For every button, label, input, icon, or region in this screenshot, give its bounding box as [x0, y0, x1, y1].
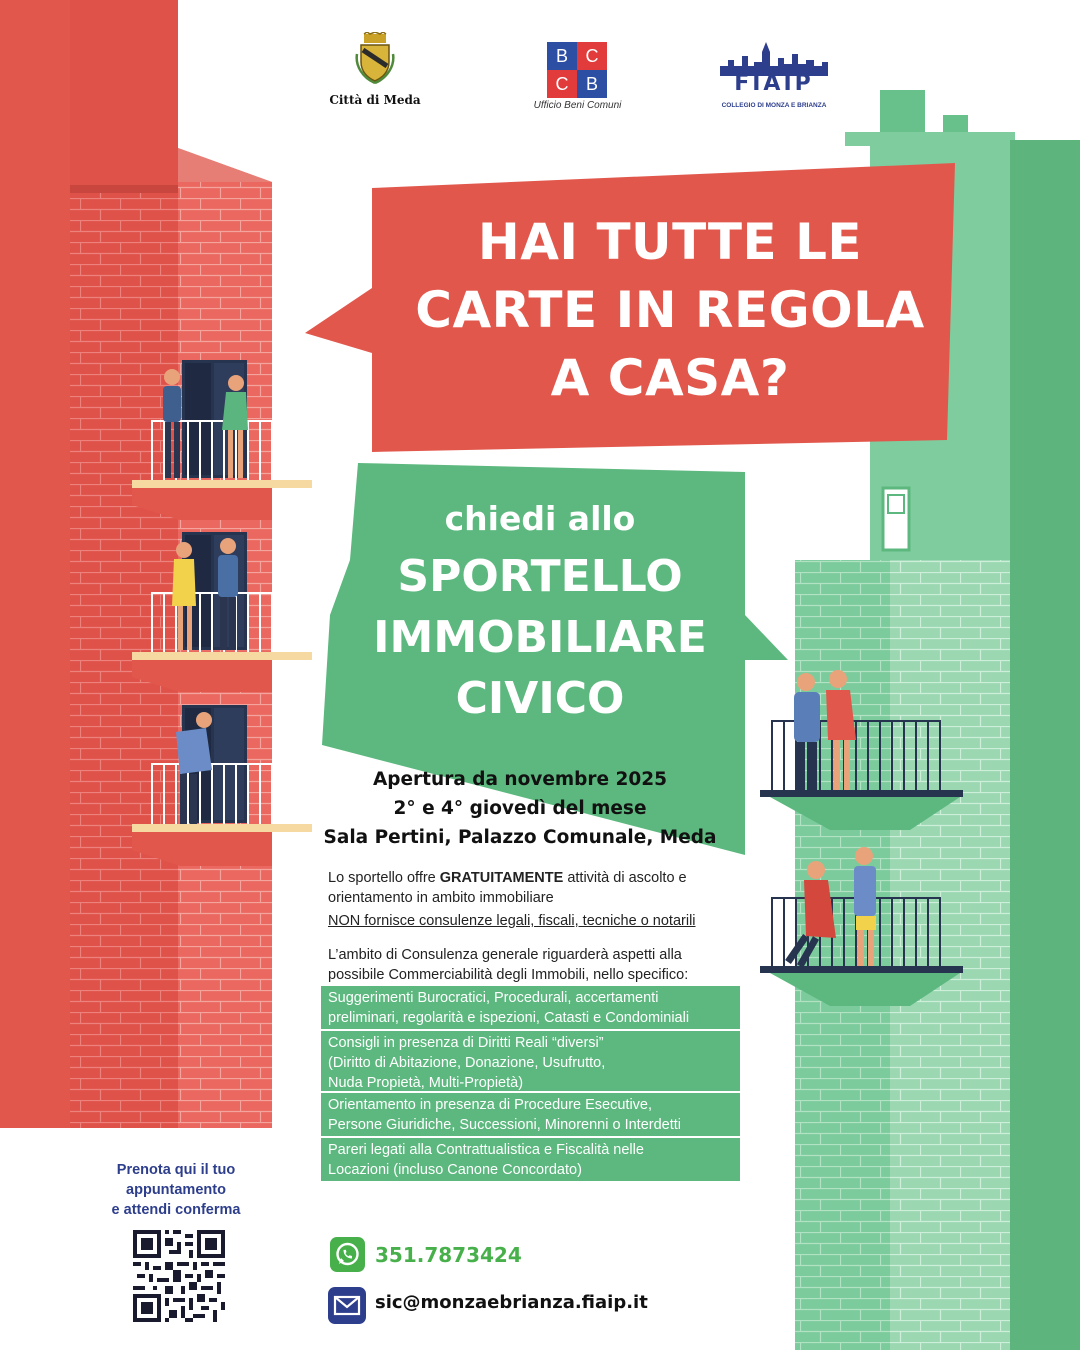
service-line: Suggerimenti Burocratici, Procedurali, accertamenti — [328, 990, 659, 1006]
subheadline-line: CIVICO — [455, 673, 625, 724]
bccb-logo — [547, 42, 607, 98]
bccb-letter: B — [547, 42, 577, 70]
service-line: Orientamento in presenza di Procedure Esecutive, — [328, 1097, 653, 1113]
bccb-logo-caption: Ufficio Beni Comuni — [533, 100, 622, 111]
fiaip-logo-caption: COLLEGIO DI MONZA E BRIANZA — [721, 102, 827, 109]
email-address[interactable]: sic@monzaebrianza.fiaip.it — [375, 1292, 648, 1313]
booking-caption — [96, 1160, 256, 1220]
intro-text-start: Lo sportello offre — [328, 870, 440, 886]
service-line: (Diritto di Abitazione, Donazione, Usufrutto, — [328, 1055, 606, 1071]
service-line: Locazioni (incluso Canone Concordato) — [328, 1162, 582, 1178]
subheadline — [330, 492, 750, 729]
booking-qr-code[interactable] — [133, 1230, 225, 1322]
service-box — [321, 1138, 740, 1181]
booking-line: appuntamento — [126, 1182, 226, 1198]
service-box — [321, 1031, 740, 1091]
intro-text — [328, 868, 748, 908]
scope-line: possibile Commerciabilità degli Immobili, nello specifico: — [328, 967, 689, 983]
headline — [370, 208, 970, 412]
booking-line: Prenota qui il tuo — [116, 1162, 236, 1178]
booking-line: e attendi conferma — [111, 1202, 241, 1218]
service-line: preliminari, regolarità e ispezioni, Catasti e Condominiali — [328, 1010, 690, 1026]
headline-line: CARTE IN REGOLA — [415, 281, 925, 339]
subheadline-line: chiedi allo — [444, 499, 636, 538]
opening-location: Sala Pertini, Palazzo Comunale, Meda — [323, 827, 717, 848]
phone-number[interactable]: 351.7873424 — [375, 1243, 522, 1267]
subheadline-line: SPORTELLO — [397, 551, 683, 602]
intro-text-end: attività di ascolto e orientamento in ambito immobiliare — [328, 870, 687, 906]
fiaip-logo — [718, 38, 830, 98]
city-logo-caption: Città di Meda — [329, 93, 421, 107]
service-line: Consigli in presenza di Diritti Reali “diversi” — [328, 1035, 604, 1051]
disclaimer-text: NON fornisce consulenze legali, fiscali, tecniche o notarili — [328, 913, 696, 929]
intro-text-bold: GRATUITAMENTE — [439, 870, 564, 886]
bccb-letter: C — [577, 42, 607, 70]
subheadline-line: IMMOBILIARE — [373, 612, 707, 663]
bccb-letter: C — [547, 70, 577, 98]
opening-date: Apertura da novembre 2025 — [372, 769, 668, 790]
opening-info — [310, 765, 730, 852]
fiaip-wordmark: FIAIP — [734, 71, 814, 96]
headline-line: A CASA? — [550, 349, 790, 407]
opening-schedule: 2° e 4° giovedì del mese — [393, 798, 647, 819]
service-line: Nuda Propietà, Multi-Propietà) — [328, 1075, 524, 1091]
scope-line: L’ambito di Consulenza generale riguarderà aspetti alla — [328, 947, 682, 963]
service-box — [321, 986, 740, 1029]
mail-icon — [328, 1287, 366, 1324]
headline-line: HAI TUTTE LE — [477, 213, 863, 271]
city-coat-of-arms-logo — [355, 32, 395, 84]
scope-text — [328, 945, 748, 985]
service-line: Persone Giuridiche, Successioni, Minorenni o Interdetti — [328, 1117, 682, 1133]
service-box — [321, 1093, 740, 1136]
whatsapp-icon — [330, 1237, 365, 1272]
bccb-letter: B — [577, 70, 607, 98]
service-line: Pareri legati alla Contrattualistica e Fiscalità nelle — [328, 1142, 644, 1158]
